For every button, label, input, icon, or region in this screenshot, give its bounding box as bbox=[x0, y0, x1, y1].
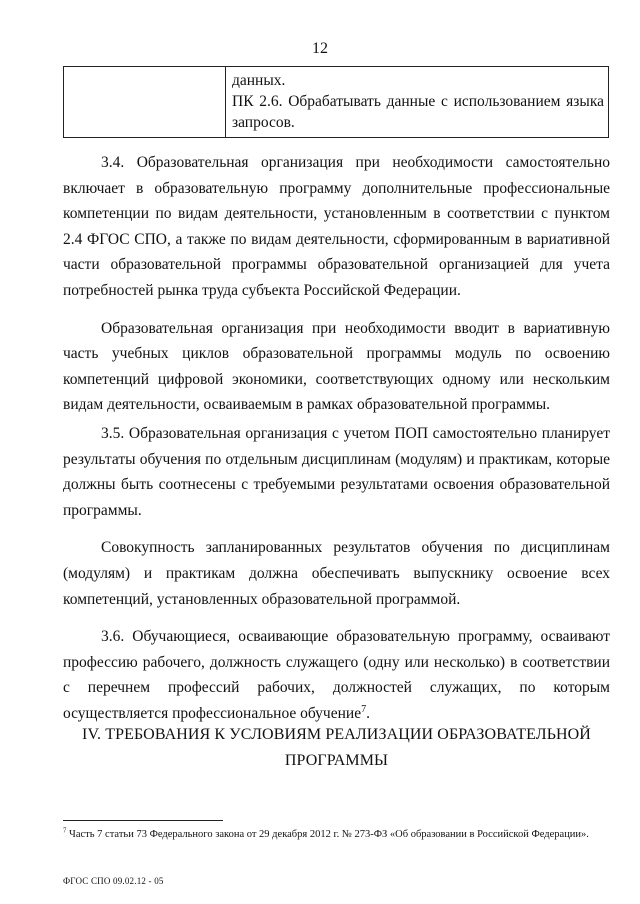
paragraph-3-6-text: 3.6. Обучающиеся, осваивающие образовательную программу, осваивают профессию рабочего, должность служащего (одну или несколько) в соответствии с перечнем профессий рабочих, должностей служащих, по которым осуществляется профессиональное обучение bbox=[63, 628, 610, 722]
section-heading bbox=[63, 722, 610, 774]
footnote-divider bbox=[63, 820, 223, 821]
table-line: запросов. bbox=[232, 114, 295, 131]
paragraph-3-6-tail: . bbox=[366, 704, 370, 722]
paragraph-learning-outcomes: Совокупность запланированных результатов обучения по дисциплинам (модулям) и практикам должна обеспечивать выпускнику освоение всех компетенций, установленных образовательной программой. bbox=[63, 539, 610, 608]
footnote bbox=[63, 828, 623, 842]
table-right-cell bbox=[226, 67, 608, 137]
paragraph-3-5: 3.5. Образовательная организация с учетом ПОП самостоятельно планирует результаты обучения по отдельным дисциплинам (модулям) и практикам, которые должны быть соотнесены с требуемыми результатами освоения образовательной программы. bbox=[63, 424, 610, 519]
body-text bbox=[63, 150, 610, 726]
table-line: данных. bbox=[232, 72, 286, 89]
table-line: ПК 2.6. Обрабатывать данные с использованием языка bbox=[232, 93, 604, 110]
page-number: 12 bbox=[312, 40, 328, 57]
section-heading-line-2: ПРОГРАММЫ bbox=[284, 752, 389, 769]
paragraph-digital-economy: Образовательная организация при необходимости вводит в вариативную часть учебных циклов образовательной программы модуль по освоению компетенций цифровой экономики, соответствующих одному или нескольким видам деятельности, осваиваемым в рамках образовательной программы. bbox=[63, 319, 610, 414]
competency-table bbox=[63, 66, 609, 138]
paragraph-3-4: 3.4. Образовательная организация при необходимости самостоятельно включает в образовательную программу дополнительные профессиональные компетенции по видам деятельности, установленным в соответствии с пунктом 2.4 ФГОС СПО, а также по видам деятельности, сформированным в вариативной части образовательной программы образовательной организацией для учета потребностей рынка труда субъекта Российской Федерации. bbox=[63, 154, 610, 299]
section-heading-line-1: IV. ТРЕБОВАНИЯ К УСЛОВИЯМ РЕАЛИЗАЦИИ ОБРАЗОВАТЕЛЬНОЙ bbox=[82, 726, 591, 743]
table-left-cell bbox=[64, 67, 226, 137]
footnote-mark: 7 bbox=[63, 827, 67, 835]
footnote-reference[interactable]: 7 bbox=[361, 703, 367, 715]
footnote-text: Часть 7 статьи 73 Федерального закона от 29 декабря 2012 г. № 273-ФЗ «Об образовании в Российской Федерации». bbox=[66, 829, 589, 840]
footer-document-code: ФГОС СПО 09.02.12 - 05 bbox=[63, 876, 164, 886]
paragraph-3-6 bbox=[63, 624, 610, 726]
